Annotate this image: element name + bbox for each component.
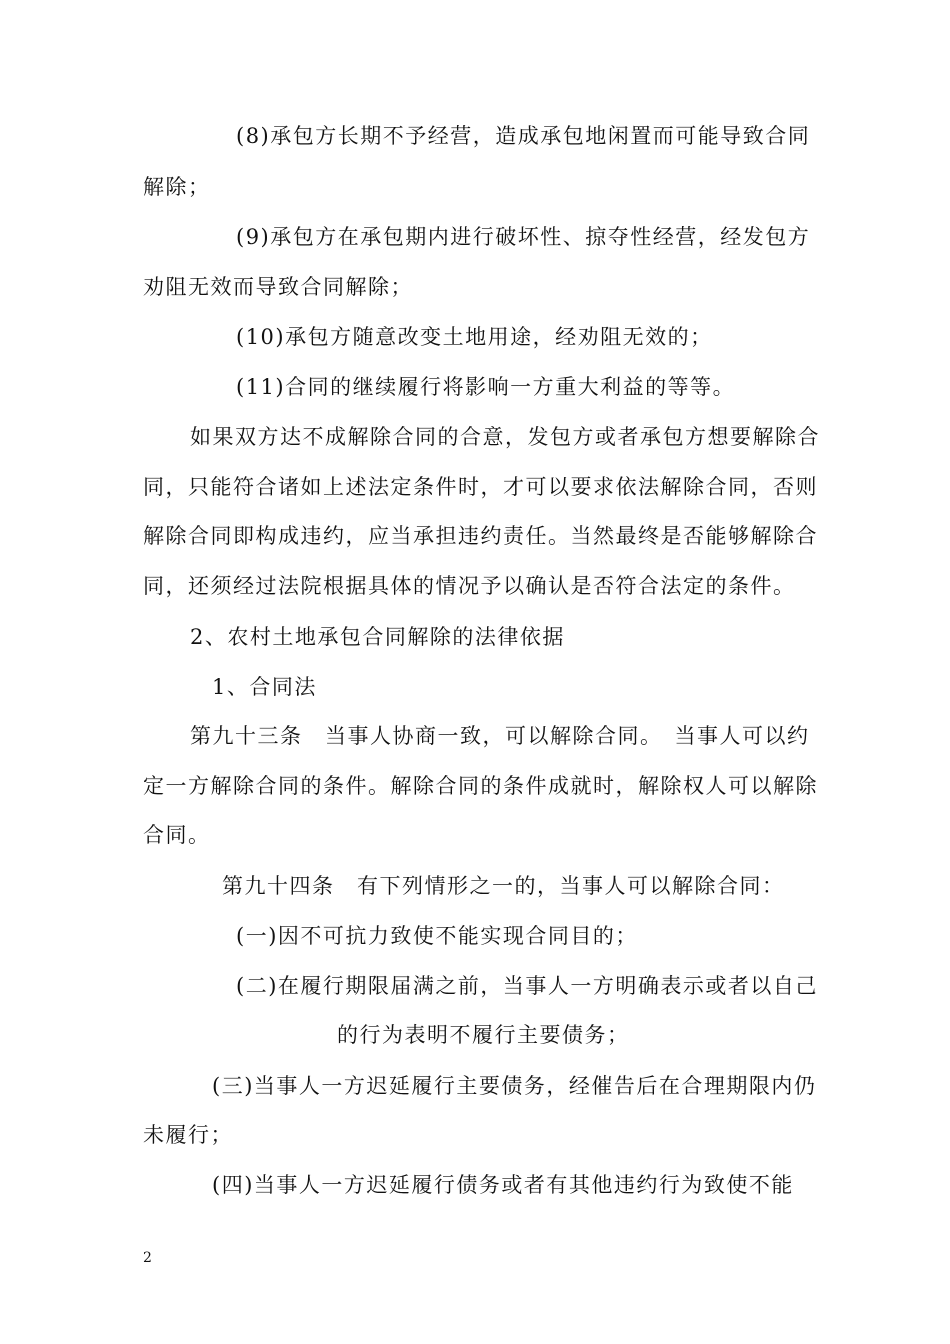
text-line: 合同。 [143, 823, 211, 847]
text-line: 解除； [143, 175, 211, 199]
text-line: 未履行； [143, 1123, 233, 1147]
text-line: (10)承包方随意改变土地用途，经劝阻无效的； [236, 325, 713, 349]
text-line: 的行为表明不履行主要债务； [337, 1023, 630, 1047]
text-line: 解除合同即构成违约，应当承担违约责任。当然最终是否能够解除合 [143, 524, 818, 548]
text-line: 劝阻无效而导致合同解除； [143, 275, 413, 299]
subsection-heading: 1、合同法 [212, 675, 317, 699]
text-line: 定一方解除合同的条件。解除合同的条件成就时，解除权人可以解除 [143, 774, 818, 798]
text-line: (二)在履行期限届满之前，当事人一方明确表示或者以自己 [236, 974, 818, 998]
text-line: (8)承包方长期不予经营，造成承包地闲置而可能导致合同 [236, 124, 811, 148]
text-line: 同，只能符合诸如上述法定条件时，才可以要求依法解除合同，否则 [143, 475, 818, 499]
text-line: (11)合同的继续履行将影响一方重大利益的等等。 [236, 375, 736, 399]
text-line: (一)因不可抗力致使不能实现合同目的； [236, 924, 638, 948]
text-line: (9)承包方在承包期内进行破坏性、掠夺性经营，经发包方 [236, 225, 811, 249]
section-heading: 2、农村土地承包合同解除的法律依据 [190, 625, 565, 649]
text-line: (四)当事人一方迟延履行债务或者有其他违约行为致使不能 [212, 1173, 794, 1197]
text-line: (三)当事人一方迟延履行主要债务，经催告后在合理期限内仍 [212, 1074, 817, 1098]
text-line: 如果双方达不成解除合同的合意，发包方或者承包方想要解除合 [190, 425, 820, 449]
page-number: 2 [143, 1250, 152, 1266]
text-line: 同，还须经过法院根据具体的情况予以确认是否符合法定的条件。 [143, 574, 796, 598]
text-line: 第九十四条 有下列情形之一的，当事人可以解除合同： [222, 874, 785, 898]
text-line: 第九十三条 当事人协商一致，可以解除合同。 当事人可以约 [190, 724, 810, 748]
